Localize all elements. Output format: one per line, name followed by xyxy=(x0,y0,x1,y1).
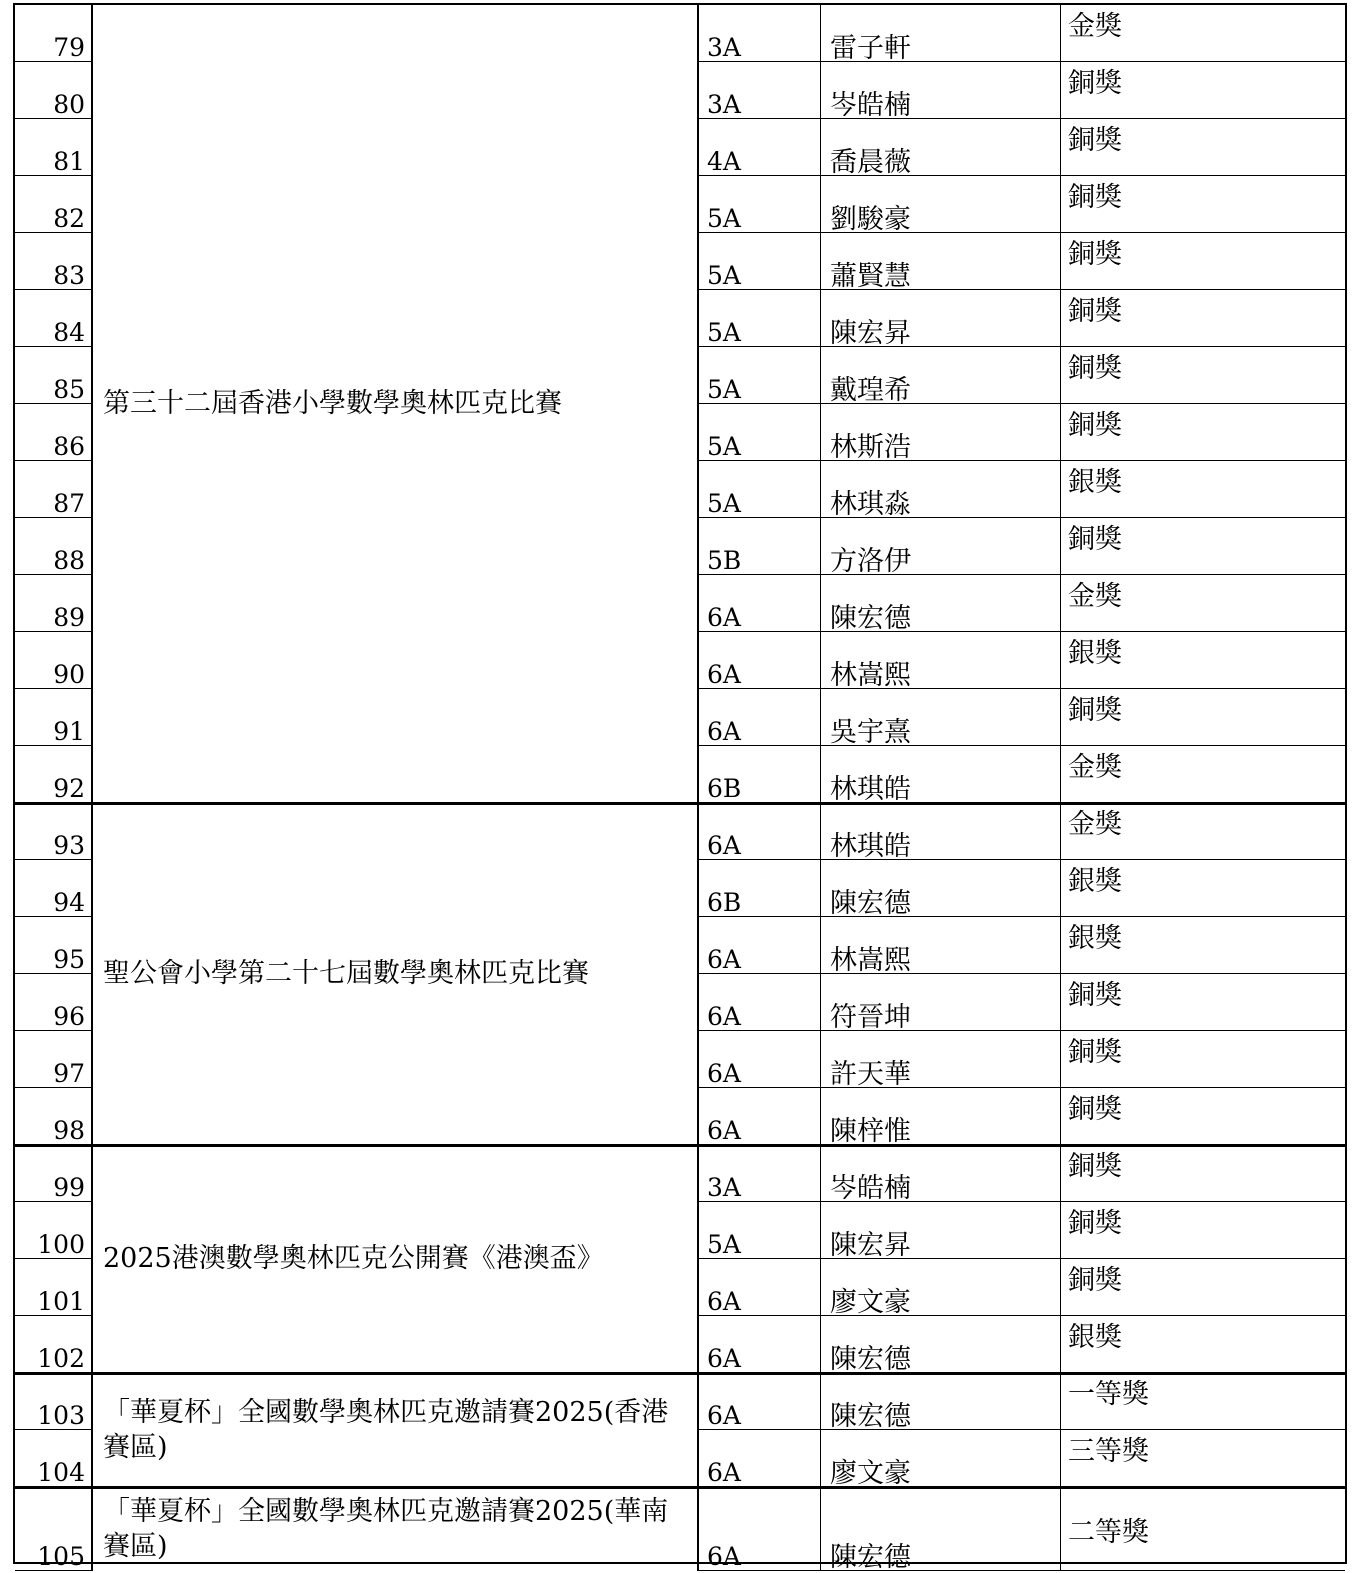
row-number: 99 xyxy=(15,1145,93,1202)
student-name: 陳宏德 xyxy=(821,1373,1061,1430)
competition-name: 「華夏杯」全國數學奧林匹克邀請賽2025(香港賽區) xyxy=(93,1373,699,1487)
student-name: 林琪淼 xyxy=(821,461,1061,518)
award-cell: 銅獎 xyxy=(1061,119,1345,176)
class-cell: 6A xyxy=(699,1088,821,1145)
row-number: 88 xyxy=(15,518,93,575)
class-cell: 5A xyxy=(699,290,821,347)
class-cell: 6B xyxy=(699,746,821,803)
class-cell: 6A xyxy=(699,1316,821,1373)
student-name: 吳宇熹 xyxy=(821,689,1061,746)
award-cell: 銅獎 xyxy=(1061,518,1345,575)
row-number: 96 xyxy=(15,974,93,1031)
award-cell: 銅獎 xyxy=(1061,1202,1345,1259)
competition-name: 聖公會小學第二十七屆數學奧林匹克比賽 xyxy=(93,803,699,1145)
competition-name: 第三十二屆香港小學數學奧林匹克比賽 xyxy=(93,5,699,803)
award-cell: 一等獎 xyxy=(1061,1373,1345,1430)
student-name: 林嵩熙 xyxy=(821,917,1061,974)
student-name: 岑皓楠 xyxy=(821,62,1061,119)
award-cell: 銀獎 xyxy=(1061,632,1345,689)
row-number: 104 xyxy=(15,1430,93,1487)
student-name: 戴瑝希 xyxy=(821,347,1061,404)
class-cell: 3A xyxy=(699,62,821,119)
student-name: 方洛伊 xyxy=(821,518,1061,575)
student-name: 廖文豪 xyxy=(821,1259,1061,1316)
class-cell: 6A xyxy=(699,1259,821,1316)
student-name: 喬晨薇 xyxy=(821,119,1061,176)
row-number: 85 xyxy=(15,347,93,404)
class-cell: 5B xyxy=(699,518,821,575)
student-name: 林嵩熙 xyxy=(821,632,1061,689)
class-cell: 6A xyxy=(699,803,821,860)
award-cell: 銅獎 xyxy=(1061,1145,1345,1202)
row-number: 94 xyxy=(15,860,93,917)
award-cell: 金獎 xyxy=(1061,575,1345,632)
student-name: 廖文豪 xyxy=(821,1430,1061,1487)
class-cell: 6A xyxy=(699,1430,821,1487)
student-name: 陳宏德 xyxy=(821,1487,1061,1571)
class-cell: 6A xyxy=(699,689,821,746)
row-number: 82 xyxy=(15,176,93,233)
award-cell: 銅獎 xyxy=(1061,233,1345,290)
student-name: 林斯浩 xyxy=(821,404,1061,461)
award-cell: 銅獎 xyxy=(1061,176,1345,233)
award-cell: 金獎 xyxy=(1061,803,1345,860)
class-cell: 5A xyxy=(699,1202,821,1259)
row-number: 100 xyxy=(15,1202,93,1259)
award-cell: 銅獎 xyxy=(1061,62,1345,119)
student-name: 陳宏昇 xyxy=(821,290,1061,347)
student-name: 陳宏昇 xyxy=(821,1202,1061,1259)
award-cell: 銅獎 xyxy=(1061,974,1345,1031)
student-name: 岑皓楠 xyxy=(821,1145,1061,1202)
award-cell: 銀獎 xyxy=(1061,1316,1345,1373)
student-name: 陳宏德 xyxy=(821,860,1061,917)
award-cell: 二等獎 xyxy=(1061,1487,1345,1571)
student-name: 符晉坤 xyxy=(821,974,1061,1031)
row-number: 79 xyxy=(15,5,93,62)
student-name: 陳梓惟 xyxy=(821,1088,1061,1145)
class-cell: 6A xyxy=(699,1373,821,1430)
award-cell: 銅獎 xyxy=(1061,290,1345,347)
student-name: 陳宏德 xyxy=(821,1316,1061,1373)
row-number: 98 xyxy=(15,1088,93,1145)
student-name: 陳宏德 xyxy=(821,575,1061,632)
class-cell: 5A xyxy=(699,404,821,461)
student-name: 雷子軒 xyxy=(821,5,1061,62)
award-cell: 金獎 xyxy=(1061,746,1345,803)
row-number: 105 xyxy=(15,1487,93,1571)
class-cell: 5A xyxy=(699,461,821,518)
row-number: 97 xyxy=(15,1031,93,1088)
award-cell: 金獎 xyxy=(1061,5,1345,62)
competition-name: 2025港澳數學奧林匹克公開賽《港澳盃》 xyxy=(93,1145,699,1373)
row-number: 101 xyxy=(15,1259,93,1316)
award-cell: 銅獎 xyxy=(1061,347,1345,404)
class-cell: 4A xyxy=(699,119,821,176)
row-number: 87 xyxy=(15,461,93,518)
competition-name: 「華夏杯」全國數學奧林匹克邀請賽2025(華南賽區) xyxy=(93,1487,699,1571)
award-cell: 銅獎 xyxy=(1061,1259,1345,1316)
row-number: 95 xyxy=(15,917,93,974)
row-number: 80 xyxy=(15,62,93,119)
class-cell: 6A xyxy=(699,575,821,632)
row-number: 83 xyxy=(15,233,93,290)
award-cell: 銀獎 xyxy=(1061,860,1345,917)
class-cell: 5A xyxy=(699,347,821,404)
award-cell: 銅獎 xyxy=(1061,1031,1345,1088)
award-cell: 銅獎 xyxy=(1061,404,1345,461)
row-number: 89 xyxy=(15,575,93,632)
student-name: 林琪皓 xyxy=(821,746,1061,803)
award-cell: 銅獎 xyxy=(1061,1088,1345,1145)
row-number: 92 xyxy=(15,746,93,803)
award-cell: 三等獎 xyxy=(1061,1430,1345,1487)
row-number: 103 xyxy=(15,1373,93,1430)
class-cell: 6A xyxy=(699,1031,821,1088)
class-cell: 6B xyxy=(699,860,821,917)
class-cell: 3A xyxy=(699,5,821,62)
class-cell: 5A xyxy=(699,233,821,290)
student-name: 蕭賢慧 xyxy=(821,233,1061,290)
row-number: 91 xyxy=(15,689,93,746)
student-name: 林琪皓 xyxy=(821,803,1061,860)
class-cell: 3A xyxy=(699,1145,821,1202)
row-number: 102 xyxy=(15,1316,93,1373)
row-number: 81 xyxy=(15,119,93,176)
class-cell: 6A xyxy=(699,917,821,974)
row-number: 93 xyxy=(15,803,93,860)
awards-table xyxy=(13,3,1347,1573)
class-cell: 6A xyxy=(699,632,821,689)
student-name: 許天華 xyxy=(821,1031,1061,1088)
award-cell: 銀獎 xyxy=(1061,917,1345,974)
class-cell: 6A xyxy=(699,974,821,1031)
row-number: 90 xyxy=(15,632,93,689)
row-number: 86 xyxy=(15,404,93,461)
class-cell: 6A xyxy=(699,1487,821,1571)
student-name: 劉駿豪 xyxy=(821,176,1061,233)
row-number: 84 xyxy=(15,290,93,347)
award-cell: 銀獎 xyxy=(1061,461,1345,518)
class-cell: 5A xyxy=(699,176,821,233)
award-cell: 銅獎 xyxy=(1061,689,1345,746)
